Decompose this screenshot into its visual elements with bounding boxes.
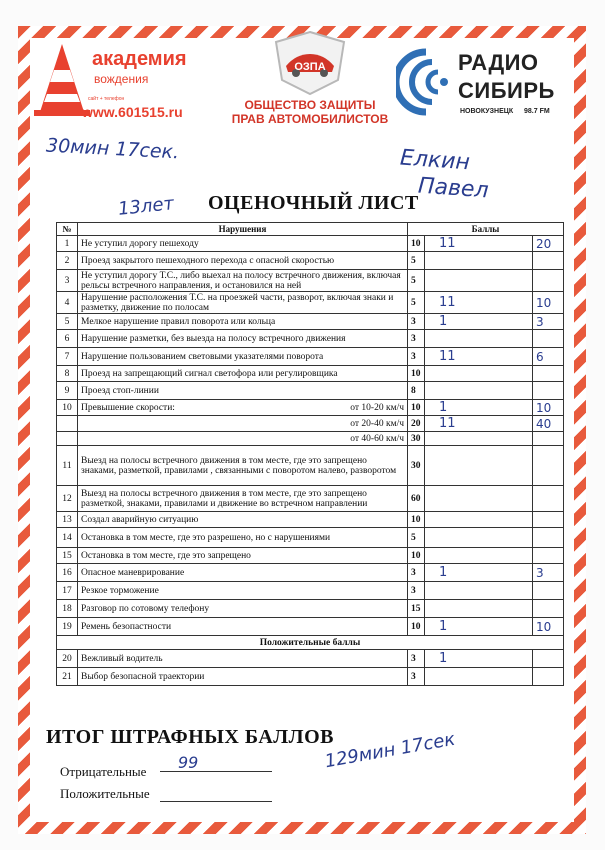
row-points: 3 (408, 564, 425, 582)
table-row (57, 600, 564, 618)
row-number: 8 (57, 366, 78, 382)
row-tally-marks: 1 (425, 564, 533, 582)
row-points: 10 (408, 548, 425, 564)
row-tally-marks (425, 548, 533, 564)
row-violation-text: Выезд на полосы встречного движения в том месте, где это запрещено разметкой, знаками, правилами и движение во встречном направлении (78, 486, 408, 512)
row-number: 3 (57, 270, 78, 292)
table-row (57, 330, 564, 348)
table-header-row (57, 223, 564, 236)
handwritten-age: 13лет (117, 193, 175, 220)
row-points: 3 (408, 314, 425, 330)
row-result: 40 (533, 416, 564, 432)
row-violation-text (78, 416, 408, 432)
row-result: 6 (533, 348, 564, 366)
row-tally-marks (425, 668, 533, 686)
row-result (533, 528, 564, 548)
row-tally-marks (425, 528, 533, 548)
handwritten-time-bottom: 129мин 17сек (323, 728, 457, 773)
row-violation-text: Остановка в том месте, где это разрешено, но с нарушениями (78, 528, 408, 548)
row-result: 10 (533, 618, 564, 636)
row-result (533, 486, 564, 512)
row-number: 6 (57, 330, 78, 348)
ozpa-abbr: ОЗПА (294, 61, 326, 73)
row-violation-text: Опасное маневрирование (78, 564, 408, 582)
positive-header-row (57, 636, 564, 650)
row-points: 60 (408, 486, 425, 512)
table-row (57, 236, 564, 252)
ozpa-line1: ОБЩЕСТВО ЗАЩИТЫ (244, 98, 376, 112)
row-result: 3 (533, 564, 564, 582)
radio-city: НОВОКУЗНЕЦК (460, 108, 514, 115)
row-tally-marks (425, 252, 533, 270)
row-violation-text: Разговор по сотовому телефону (78, 600, 408, 618)
radio-line1: РАДИО (458, 50, 539, 75)
row-number: 20 (57, 650, 78, 668)
row-violation-text: Вежливый водитель (78, 650, 408, 668)
positive-label: Положительные (60, 786, 150, 801)
row-number: 19 (57, 618, 78, 636)
table-row-positive (57, 668, 564, 686)
row-result (533, 330, 564, 348)
table-row-positive (57, 650, 564, 668)
academy-site: www.601515.ru (82, 104, 183, 120)
row-points: 8 (408, 382, 425, 400)
row-number: 4 (57, 292, 78, 314)
radio-frequency: 98.7 FM (524, 108, 550, 115)
row-number: 12 (57, 486, 78, 512)
table-row (57, 382, 564, 400)
row-points: 20 (408, 416, 425, 432)
summary-title: ИТОГ ШТРАФНЫХ БАЛЛОВ (46, 726, 334, 748)
row-violation-text: Нарушение пользованием световыми указателями поворота (78, 348, 408, 366)
row-number: 14 (57, 528, 78, 548)
row-result (533, 600, 564, 618)
evaluation-table (56, 222, 564, 686)
row-speed-range: от 10-20 км/ч (350, 402, 404, 413)
row-number: 5 (57, 314, 78, 330)
row-result (533, 432, 564, 446)
table-row (57, 512, 564, 528)
row-number: 2 (57, 252, 78, 270)
row-number: 9 (57, 382, 78, 400)
row-points: 10 (408, 366, 425, 382)
table-row (57, 446, 564, 486)
row-violation-text: Проезд стоп-линии (78, 382, 408, 400)
table-row (57, 564, 564, 582)
row-violation-text (78, 400, 408, 416)
row-points: 30 (408, 432, 425, 446)
row-number: 1 (57, 236, 78, 252)
row-violation-text: Остановка в том месте, где это запрещено (78, 548, 408, 564)
row-result (533, 512, 564, 528)
row-points: 10 (408, 512, 425, 528)
table-row (57, 292, 564, 314)
form-title: ОЦЕНОЧНЫЙ ЛИСТ (208, 192, 419, 214)
academy-logo (32, 42, 222, 132)
academy-subtitle: вождения (94, 72, 149, 86)
row-points: 30 (408, 446, 425, 486)
row-result (533, 650, 564, 668)
row-tally-marks: 1 (425, 618, 533, 636)
academy-small-text: сайт + телефон (88, 96, 125, 102)
row-result: 20 (533, 236, 564, 252)
row-points: 15 (408, 600, 425, 618)
handwritten-negative-value: 99 (178, 753, 199, 772)
row-number: 17 (57, 582, 78, 600)
row-violation-text (78, 432, 408, 446)
table-row (57, 366, 564, 382)
row-points: 10 (408, 618, 425, 636)
row-points: 3 (408, 668, 425, 686)
handwritten-time-top: 30мин 17сек. (45, 134, 180, 164)
row-result (533, 252, 564, 270)
row-tally-marks: 11 (425, 236, 533, 252)
table-row (57, 486, 564, 512)
ozpa-logo (230, 30, 390, 130)
row-number (57, 416, 78, 432)
row-tally-marks: 11 (425, 348, 533, 366)
row-points: 3 (408, 582, 425, 600)
row-violation-text: Мелкое нарушение правил поворота или кольца (78, 314, 408, 330)
row-points: 5 (408, 528, 425, 548)
radio-line2: СИБИРЬ (458, 78, 555, 103)
table-row (57, 314, 564, 330)
row-number: 13 (57, 512, 78, 528)
row-violation-text: Не уступил дорогу Т.С., либо выехал на полосу встречного движения, включая рельсы встречного направления, и остановился на ней (78, 270, 408, 292)
table-row (57, 582, 564, 600)
ozpa-text (230, 98, 390, 126)
row-violation-text: Выбор безопасной траектории (78, 668, 408, 686)
row-violation-text: Проезд закрытого пешеходного перехода с опасной скоростью (78, 252, 408, 270)
row-tally-marks: 1 (425, 400, 533, 416)
header-points: Баллы (408, 223, 564, 236)
handwritten-name-last: Павел (417, 173, 490, 204)
radio-waves-icon (396, 46, 456, 118)
row-points: 5 (408, 292, 425, 314)
row-tally-marks (425, 432, 533, 446)
table-row (57, 252, 564, 270)
row-tally-marks: 11 (425, 292, 533, 314)
row-number: 21 (57, 668, 78, 686)
row-tally-marks (425, 486, 533, 512)
row-result: 10 (533, 292, 564, 314)
header-violation: Нарушения (78, 223, 408, 236)
row-speed-range: от 40-60 км/ч (350, 433, 404, 444)
row-tally-marks: 1 (425, 650, 533, 668)
row-number: 10 (57, 400, 78, 416)
row-result: 10 (533, 400, 564, 416)
row-tally-marks: 1 (425, 314, 533, 330)
row-result (533, 548, 564, 564)
row-violation-text: Ремень безопастности (78, 618, 408, 636)
table-row (57, 548, 564, 564)
negative-label: Отрицательные (60, 764, 147, 779)
row-number: 11 (57, 446, 78, 486)
row-number: 18 (57, 600, 78, 618)
row-violation-text: Создал аварийную ситуацию (78, 512, 408, 528)
row-result (533, 382, 564, 400)
row-result (533, 446, 564, 486)
ozpa-line2: ПРАВ АВТОМОБИЛИСТОВ (231, 112, 389, 126)
row-result (533, 668, 564, 686)
header-num: № (57, 223, 78, 236)
row-points: 5 (408, 252, 425, 270)
row-result (533, 366, 564, 382)
row-tally-marks (425, 270, 533, 292)
table-row (57, 528, 564, 548)
row-tally-marks (425, 366, 533, 382)
row-violation-text: Не уступил дорогу пешеходу (78, 236, 408, 252)
row-number (57, 432, 78, 446)
row-violation-text: Резкое торможение (78, 582, 408, 600)
row-violation-label: Превышение скорости: (81, 402, 175, 413)
handwritten-name-first: Елкин (399, 145, 471, 176)
row-tally-marks (425, 512, 533, 528)
positive-header: Положительные баллы (57, 636, 564, 650)
table-row (57, 416, 564, 432)
row-violation-text: Нарушение расположения Т.С. на проезжей части, разворот, включая знаки и разметку, движение по полосам (78, 292, 408, 314)
shield-car-icon (272, 30, 348, 96)
radio-logo (396, 46, 576, 126)
positive-line (160, 800, 272, 802)
row-result (533, 270, 564, 292)
row-result: 3 (533, 314, 564, 330)
row-tally-marks: 11 (425, 416, 533, 432)
row-points: 3 (408, 348, 425, 366)
row-tally-marks (425, 446, 533, 486)
row-tally-marks (425, 582, 533, 600)
row-number: 16 (57, 564, 78, 582)
table-row (57, 432, 564, 446)
row-tally-marks (425, 600, 533, 618)
row-points: 10 (408, 400, 425, 416)
row-points: 3 (408, 650, 425, 668)
row-violation-text: Нарушение разметки, без выезда на полосу встречного движения (78, 330, 408, 348)
row-number: 15 (57, 548, 78, 564)
row-number: 7 (57, 348, 78, 366)
row-points: 10 (408, 236, 425, 252)
row-violation-text: Выезд на полосы встречного движения в том месте, где это запрещено знаками, разметкой, правилами , связанными с поворотом налево, разворотом (78, 446, 408, 486)
table-row (57, 348, 564, 366)
row-violation-text: Проезд на запрещающий сигнал светофора или регулировщика (78, 366, 408, 382)
row-tally-marks (425, 330, 533, 348)
table-row (57, 618, 564, 636)
row-result (533, 582, 564, 600)
row-points: 5 (408, 270, 425, 292)
table-row (57, 400, 564, 416)
negative-line (160, 770, 272, 772)
row-tally-marks (425, 382, 533, 400)
academy-title: академия (92, 48, 187, 70)
table-row (57, 270, 564, 292)
row-points: 3 (408, 330, 425, 348)
row-speed-range: от 20-40 км/ч (350, 418, 404, 429)
